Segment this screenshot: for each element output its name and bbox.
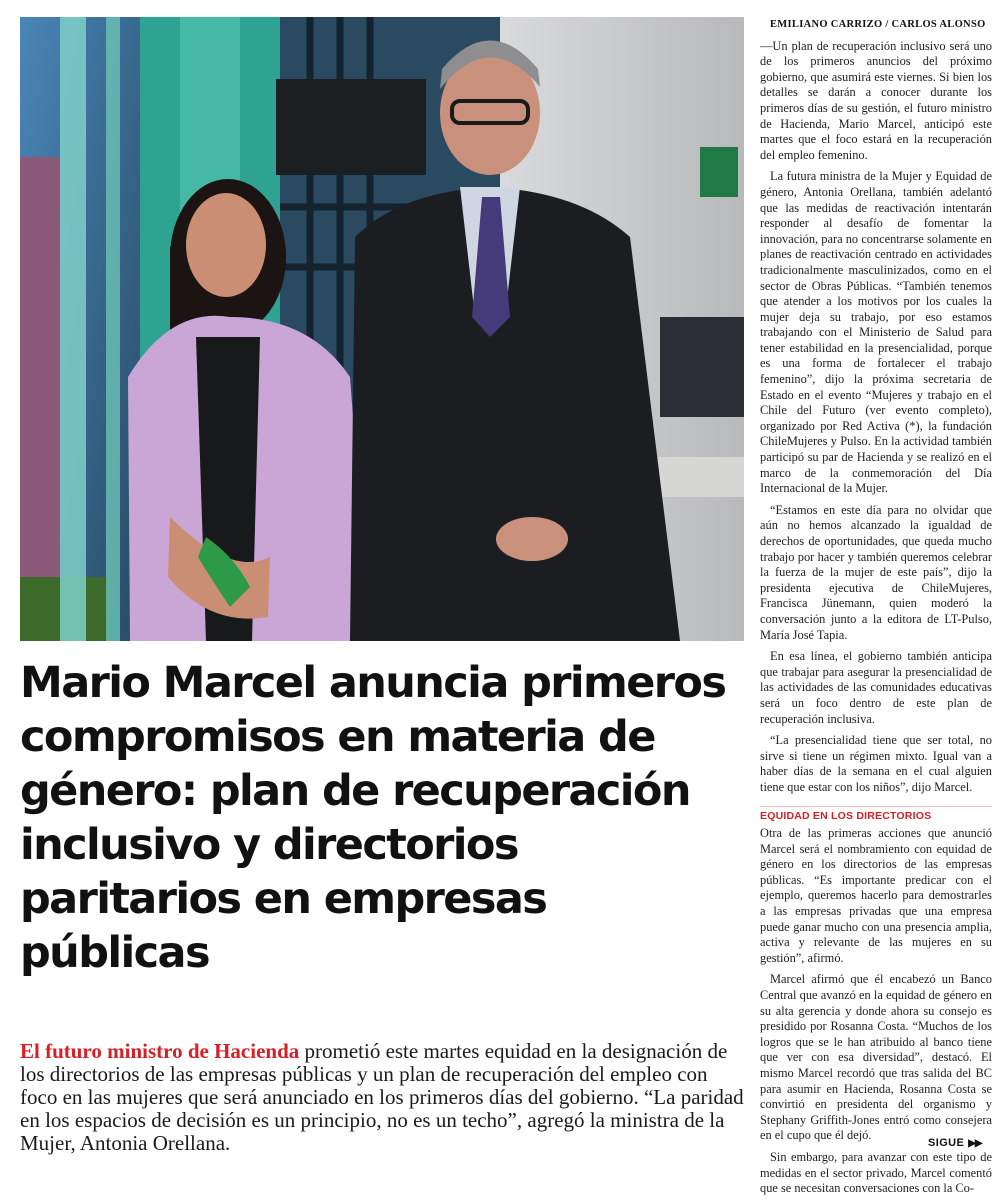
body-paragraph: “Estamos en este día para no olvidar que aún no hemos alcanzado la igualdad de derechos de oportunidades, que queda mucho trabajo por hacer y también queremos celebrar la fuerza de la mujer de este país”, dijo la presidenta ejecutiva de ChileMujeres, Francisca Jünemann, quien moderó la conversación junto a la editora de LT-Pulso, María José Tapia. [760, 502, 992, 642]
byline: EMILIANO CARRIZO / CARLOS ALONSO [770, 19, 986, 30]
article-body [760, 17, 992, 1203]
body-paragraph: Otra de las primeras acciones que anunció Marcel será el nombramiento con equidad de género en los directorios de las empresas públicas. “Es importante predicar con el ejemplo, queremos hacerlo para demostrarles a las empresas privadas que una empresa puede ganar mucho con una presencia amplia, activa y relevante de las mujeres en su gestión”, afirmó. [760, 826, 992, 965]
double-arrow-right-icon: ▶▶ [968, 1137, 982, 1149]
photo-illustration [20, 17, 744, 641]
body-paragraph: La futura ministra de la Mujer y Equidad de género, Antonia Orellana, también adelantó que las medidas de reactivación intentarán responder al desafío de fomentar la innovación, para no concentrarse solamente en planes de reactivación centrado en actividades tradicionalmente masculinizados, como en el sector de Obras Públicas. “También tenemos que atender a los motivos por los cuales la mujer deja su trabajo, por eso estamos trabajando con el Ministerio de Salud para tener estabilidad en la presencialidad, porque es una forma de fortalecer el trabajo femenino”, dijo la próxima secretaria de Estado en el evento “Mujeres y trabajo en el Chile del Futuro (ver evento completo), organizado por Red Activa (*), la fundación ChileMujeres y Pulso. En la actividad también participó su par de Hacienda y se realizó en el marco de la conmemoración del Día Internacional de la Mujer. [760, 169, 992, 496]
section-subhead: EQUIDAD EN LOS DIRECTORIOS [760, 809, 932, 822]
lead-text: prometió este martes equidad en la designación de los directorios de las empresas públicas y un plan de recuperación del empleo con foco en las mujeres que será anunciado en los primeros días del gobierno. “La paridad en los espacios de decisión es un principio, no es un techo”, agregó la ministra de la Mujer, Antonia Orellana. [20, 1039, 744, 1155]
body-paragraph: Marcel afirmó que él encabezó un Banco Central que avanzó en la equidad de género en su alta gerencia y donde ahora su consejo es presidido por Rosanna Costa. “Muchos de los logros que se le han atribuido al banco tiene que ver con esa diversidad”, destacó. El mismo Marcel recordó que tras salida del BC para asumir en Hacienda, Rosanna Costa se convirtió en presidenta del organismo y Stephany Griffith-Jones entró como consejera en el cupo que él dejó. [760, 972, 992, 1143]
lead-kicker: El futuro ministro de Hacienda [20, 1039, 300, 1063]
body-paragraph: Sin embargo, para avanzar con este tipo de medidas en el sector privado, Marcel comentó que se necesitan conversaciones con la Co- [760, 1149, 992, 1196]
article-lead [20, 1040, 744, 1155]
article-headline: Mario Marcel anuncia primeros compromisos en materia de género: plan de recuperación inclusivo y directorios paritarios en empresas públicas [20, 658, 726, 978]
body-paragraph: “La presencialidad tiene que ser total, no sirve si tiene un régimen mixto. Igual van a haber días de la semana en el cual alguien tiene que estar con los niños”, dijo Marcel. [760, 733, 992, 794]
body-paragraph: —Un plan de recuperación inclusivo será uno de los primeros anuncios del próximo gobierno, que asumirá este viernes. Si bien los detalles se darán a conocer durante los primeros días de su gestión, el futuro ministro de Hacienda, Mario Marcel, anticipó este martes que el foco estará en la recuperación del empleo femenino. [760, 38, 992, 162]
article-photo [20, 17, 744, 641]
body-paragraph: En esa línea, el gobierno también anticipa que trabajar para asegurar la presencialidad de las actividades de las comunidades educativas será un foco dentro de este plan de recuperación inclusiva. [760, 649, 992, 726]
continue-label: SIGUE [928, 1137, 965, 1149]
subhead-section [760, 806, 992, 825]
continue-marker[interactable] [928, 1137, 982, 1149]
